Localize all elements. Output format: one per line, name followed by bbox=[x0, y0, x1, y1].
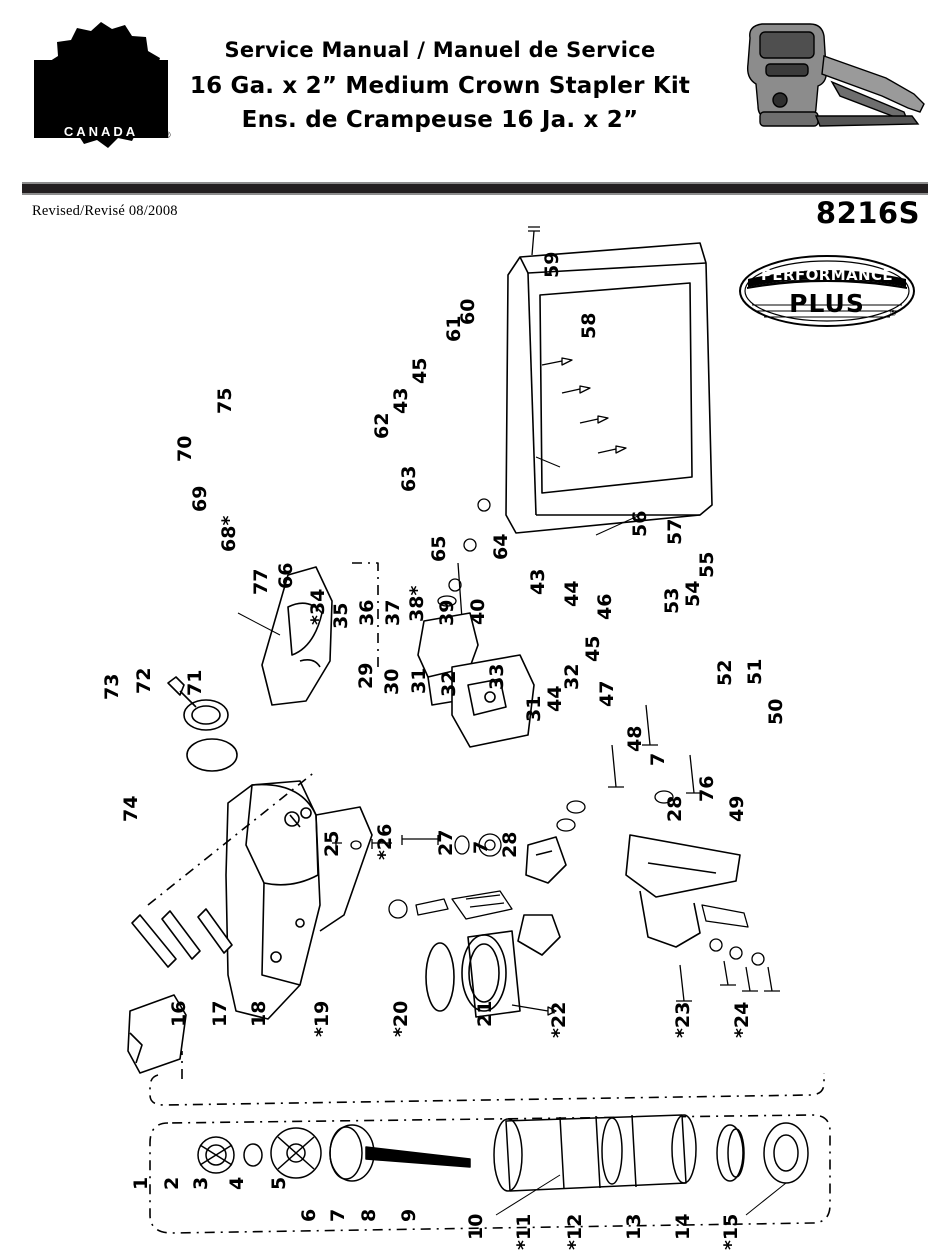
part-callout: *22 bbox=[548, 1001, 570, 1038]
part-callout: 43 bbox=[390, 387, 412, 414]
part-callout: 7 bbox=[647, 752, 669, 766]
king-canada-logo bbox=[28, 20, 178, 160]
part-callout: 63 bbox=[398, 465, 420, 492]
part-callout: 6 bbox=[298, 1208, 320, 1222]
part-callout: 39 bbox=[436, 599, 458, 626]
part-callout: 55 bbox=[696, 551, 718, 578]
logo-wordmark: KING bbox=[34, 64, 168, 118]
part-callout: 30 bbox=[381, 668, 403, 695]
model-number: 8216S bbox=[815, 196, 920, 230]
part-callout: 62 bbox=[371, 412, 393, 439]
part-callout: 32 bbox=[438, 670, 460, 697]
part-callout: 53 bbox=[661, 587, 683, 614]
part-callout: 69 bbox=[189, 485, 211, 512]
title-product-fr: Ens. de Crampeuse 16 Ja. x 2” bbox=[241, 107, 639, 133]
part-callout: *26 bbox=[374, 823, 396, 860]
part-callout: 3 bbox=[190, 1176, 212, 1190]
stapler-photo bbox=[736, 12, 936, 162]
part-callout: 8 bbox=[358, 1208, 380, 1222]
part-callout: 16 bbox=[168, 1000, 190, 1027]
part-callout: 7 bbox=[470, 840, 492, 854]
part-callout: 28 bbox=[499, 831, 521, 858]
part-callout: 31 bbox=[408, 667, 430, 694]
logo-registered-mark: ® bbox=[164, 130, 171, 140]
part-callout: 7 bbox=[327, 1208, 349, 1222]
part-callout: 1 bbox=[130, 1176, 152, 1190]
part-callout: 36 bbox=[356, 599, 378, 626]
part-callout: 14 bbox=[672, 1213, 694, 1240]
part-callout: 25 bbox=[321, 830, 343, 857]
part-callout: 66 bbox=[275, 562, 297, 589]
badge-registered-mark: ® bbox=[890, 309, 896, 318]
part-callout: 18 bbox=[248, 1000, 270, 1027]
part-callout: *12 bbox=[564, 1213, 586, 1250]
part-callout: 10 bbox=[465, 1213, 487, 1240]
title-service-manual: Service Manual / Manuel de Service bbox=[224, 38, 656, 62]
part-callout: *20 bbox=[390, 1000, 412, 1037]
part-callout: 21 bbox=[474, 1000, 496, 1027]
part-callout: 46 bbox=[594, 593, 616, 620]
part-callout: 64 bbox=[490, 533, 512, 560]
part-callout: 52 bbox=[714, 659, 736, 686]
part-callout: 31 bbox=[523, 695, 545, 722]
part-callout: 77 bbox=[250, 568, 272, 595]
part-callout: 28 bbox=[664, 795, 686, 822]
part-callout: 71 bbox=[184, 669, 206, 696]
part-callout: 44 bbox=[544, 685, 566, 712]
part-callout: 57 bbox=[664, 518, 686, 545]
part-callout: 75 bbox=[214, 387, 236, 414]
part-callout: 58 bbox=[578, 312, 600, 339]
part-callout: 40 bbox=[467, 598, 489, 625]
part-callout: 48 bbox=[624, 725, 646, 752]
part-callout: 43 bbox=[527, 568, 549, 595]
part-callout: 60 bbox=[457, 298, 479, 325]
part-callout: 44 bbox=[561, 580, 583, 607]
part-callout: 27 bbox=[435, 829, 457, 856]
part-callout: 4 bbox=[226, 1176, 248, 1190]
part-callout: 35 bbox=[330, 602, 352, 629]
part-callout: *23 bbox=[672, 1001, 694, 1038]
part-callout: 38* bbox=[406, 585, 428, 622]
part-callout: 73 bbox=[101, 673, 123, 700]
part-callout: *24 bbox=[731, 1001, 753, 1038]
part-callout: 65 bbox=[428, 535, 450, 562]
part-callout: 47 bbox=[596, 680, 618, 707]
part-callout: 59 bbox=[541, 251, 563, 278]
part-callout: 17 bbox=[209, 1000, 231, 1027]
part-callout: 49 bbox=[726, 795, 748, 822]
part-callout: 61 bbox=[443, 315, 465, 342]
part-callout: 2 bbox=[161, 1176, 183, 1190]
title-product-en: 16 Ga. x 2” Medium Crown Stapler Kit bbox=[189, 73, 691, 99]
part-callout: *19 bbox=[311, 1000, 333, 1037]
part-callout: *15 bbox=[720, 1213, 742, 1250]
revision-date: Revised/Revisé 08/2008 bbox=[32, 203, 178, 219]
part-callout: *11 bbox=[513, 1213, 535, 1250]
page-title bbox=[160, 38, 720, 133]
part-callout: *34 bbox=[307, 588, 329, 625]
part-callout: 74 bbox=[120, 795, 142, 822]
badge-line-2: PLUS bbox=[789, 289, 865, 318]
exploded-parts-diagram bbox=[0, 215, 950, 1254]
part-callout: 45 bbox=[582, 635, 604, 662]
part-callout: 32 bbox=[561, 663, 583, 690]
part-callout: 56 bbox=[629, 510, 651, 537]
part-callout: 29 bbox=[355, 662, 377, 689]
part-callout: 45 bbox=[409, 357, 431, 384]
part-callout: 33 bbox=[486, 663, 508, 690]
part-callout: 76 bbox=[696, 775, 718, 802]
header-divider bbox=[22, 182, 928, 195]
part-callout: 9 bbox=[398, 1208, 420, 1222]
page-header bbox=[0, 0, 950, 230]
part-callout: 72 bbox=[133, 667, 155, 694]
logo-country: CANADA bbox=[63, 124, 139, 139]
part-callout: 37 bbox=[382, 599, 404, 626]
part-callout: 70 bbox=[174, 435, 196, 462]
part-callout: 51 bbox=[744, 658, 766, 685]
part-callout: 5 bbox=[268, 1176, 290, 1190]
part-callout: 68* bbox=[218, 515, 240, 552]
part-callout: 54 bbox=[682, 580, 704, 607]
badge-line-1: PERFORMANCE bbox=[760, 266, 894, 284]
part-callout: 13 bbox=[623, 1213, 645, 1240]
part-callout: 50 bbox=[765, 698, 787, 725]
